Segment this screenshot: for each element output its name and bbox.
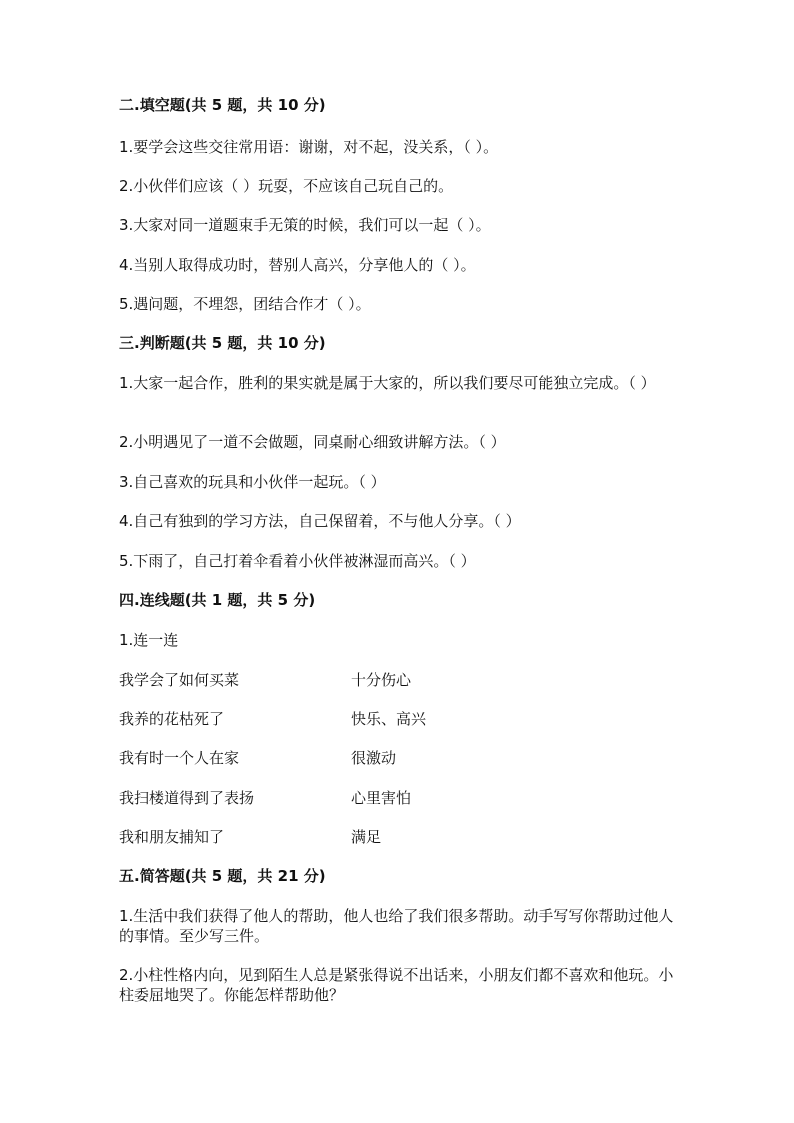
judge-item-4: 4.自己有独到的学习方法，自己保留着，不与他人分享。（ ） — [119, 512, 521, 530]
short-item-1: 1.生活中我们获得了他人的帮助，他人也给了我们很多帮助。动手写写你帮助过他人的事情。至少写三件。 — [119, 907, 674, 945]
match-left-4: 我扫楼道得到了表扬 — [119, 789, 255, 807]
match-right-1: 十分伤心 — [351, 671, 412, 689]
match-question: 1.连一连 — [119, 631, 179, 649]
fill-item-3: 3.大家对同一道题束手无策的时候，我们可以一起（ ）。 — [119, 216, 491, 234]
match-right-3: 很激动 — [351, 749, 397, 767]
judge-item-5: 5.下雨了，自己打着伞看着小伙伴被淋湿而高兴。（ ） — [119, 552, 476, 570]
match-right-2: 快乐、高兴 — [351, 710, 427, 728]
fill-item-2: 2.小伙伴们应该（ ）玩耍，不应该自己玩自己的。 — [119, 177, 454, 195]
judge-item-3: 3.自己喜欢的玩具和小伙伴一起玩。（ ） — [119, 473, 386, 491]
judge-item-2: 2.小明遇见了一道不会做题，同桌耐心细致讲解方法。（ ） — [119, 433, 506, 451]
match-left-5: 我和朋友捕知了 — [119, 828, 225, 846]
match-left-2: 我养的花枯死了 — [119, 710, 225, 728]
section-heading-match: 四.连线题(共 1 题，共 5 分) — [119, 591, 316, 609]
section-heading-fill: 二.填空题(共 5 题，共 10 分) — [119, 96, 326, 114]
section-heading-short: 五.简答题(共 5 题，共 21 分) — [119, 867, 326, 885]
match-right-4: 心里害怕 — [351, 789, 412, 807]
match-right-5: 满足 — [351, 828, 382, 846]
short-item-2: 2.小柱性格内向，见到陌生人总是紧张得说不出话来，小朋友们都不喜欢和他玩。小柱委屈地哭了。你能怎样帮助他？ — [119, 966, 674, 1004]
match-left-3: 我有时一个人在家 — [119, 749, 240, 767]
match-left-1: 我学会了如何买菜 — [119, 671, 240, 689]
fill-item-5: 5.遇问题，不埋怨，团结合作才（ ）。 — [119, 295, 371, 313]
section-heading-judge: 三.判断题(共 5 题，共 10 分) — [119, 334, 326, 352]
fill-item-1: 1.要学会这些交往常用语：谢谢，对不起，没关系，（ ）。 — [119, 138, 499, 156]
judge-item-1: 1.大家一起合作，胜利的果实就是属于大家的，所以我们要尽可能独立完成。（ ） — [119, 374, 656, 392]
fill-item-4: 4.当别人取得成功时，替别人高兴，分享他人的（ ）。 — [119, 256, 476, 274]
